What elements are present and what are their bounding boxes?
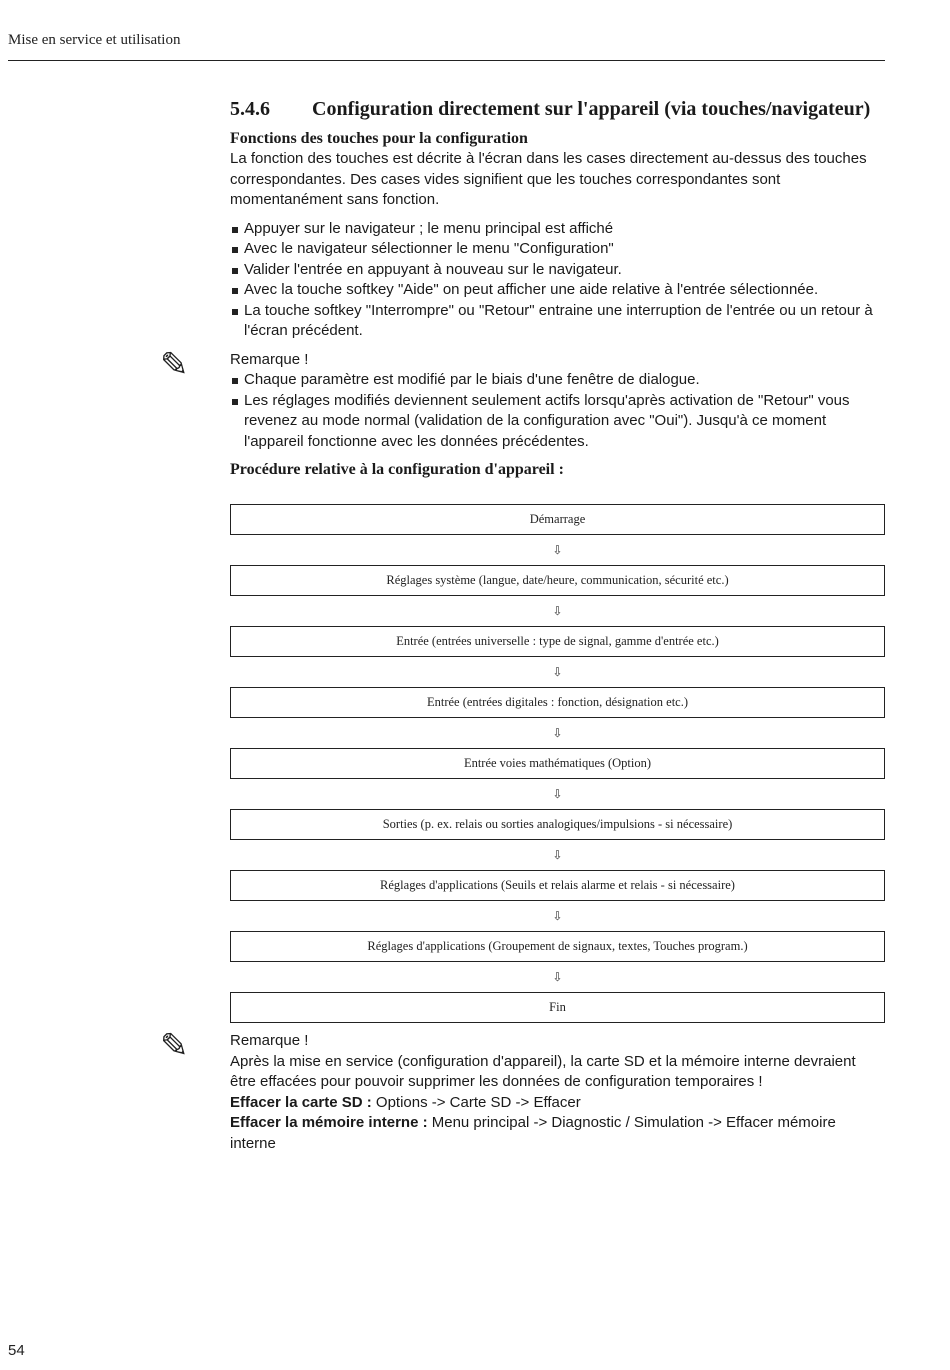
sd-erase-instruction [230, 1093, 885, 1114]
section-number: 5.4.6 [230, 98, 270, 120]
flow-step: Entrée (entrées digitales : fonction, désignation etc.) [230, 687, 885, 718]
down-arrow-icon: ⇩ [552, 787, 563, 801]
flow-step: Démarrage [230, 504, 885, 535]
keys-intro: La fonction des touches est décrite à l'écran dans les cases directement au-dessus des touches correspondantes. Des cases vides signifient que les touches correspondantes sont momentanément sans fonction. [230, 150, 867, 208]
note-remark [160, 344, 885, 453]
pencil-icon: ✎ [160, 344, 189, 385]
flow-step: Réglages d'applications (Seuils et relais alarme et relais - si nécessaire) [230, 870, 885, 901]
procedure-heading: Procédure relative à la configuration d'appareil : [230, 461, 564, 478]
header-rule [8, 60, 885, 61]
page-number: 54 [8, 1342, 25, 1359]
section-heading [230, 98, 885, 121]
list-item: La touche softkey "Interrompre" ou "Retour" entraine une interruption de l'entrée ou un retour à l'écran précédent. [230, 301, 885, 342]
section-title: Configuration directement sur l'appareil (via touches/navigateur) [312, 98, 871, 120]
flow-step: Sorties (p. ex. relais ou sorties analogiques/impulsions - si nécessaire) [230, 809, 885, 840]
note-text: Après la mise en service (configuration d'appareil), la carte SD et la mémoire interne devraient être effacées pour pouvoir supprimer les données de configuration temporaires ! [230, 1052, 856, 1090]
down-arrow-icon: ⇩ [552, 665, 563, 679]
note-title: Remarque ! [230, 350, 309, 368]
procedure-flowchart [230, 504, 885, 1023]
down-arrow-icon: ⇩ [552, 726, 563, 740]
keys-heading: Fonctions des touches pour la configuration [230, 130, 528, 147]
note-remark-2 [160, 1026, 885, 1154]
running-header: Mise en service et utilisation [8, 32, 181, 48]
list-item: Avec la touche softkey "Aide" on peut afficher une aide relative à l'entrée sélectionnée. [230, 280, 885, 301]
list-item: Les réglages modifiés deviennent seulement actifs lorsqu'après activation de "Retour" vous revenez au mode normal (validation de la configuration avec "Oui"). Jusqu'à ce moment l'appareil fonctionne avec les données précédentes. [230, 391, 885, 453]
flow-step: Entrée voies mathématiques (Option) [230, 748, 885, 779]
flow-step: Réglages système (langue, date/heure, communication, sécurité etc.) [230, 565, 885, 596]
memory-erase-instruction [230, 1113, 885, 1154]
memory-erase-path: Menu principal -> Diagnostic / Simulation -> Effacer mémoire interne [230, 1114, 836, 1152]
down-arrow-icon: ⇩ [552, 604, 563, 618]
note-title: Remarque ! [230, 1032, 309, 1049]
list-item: Avec le navigateur sélectionner le menu "Configuration" [230, 239, 885, 260]
keys-bullet-list [230, 219, 885, 342]
down-arrow-icon: ⇩ [552, 970, 563, 984]
page-content [160, 98, 885, 1154]
sd-erase-path: Options -> Carte SD -> Effacer [371, 1093, 581, 1111]
memory-erase-label: Effacer la mémoire interne : [230, 1114, 428, 1131]
list-item: Valider l'entrée en appuyant à nouveau sur le navigateur. [230, 260, 885, 281]
down-arrow-icon: ⇩ [552, 543, 563, 557]
flow-step: Fin [230, 992, 885, 1023]
list-item: Chaque paramètre est modifié par le biais d'une fenêtre de dialogue. [230, 370, 885, 391]
note-bullet-list [230, 370, 885, 452]
sd-erase-label: Effacer la carte SD : [230, 1093, 372, 1111]
flow-step: Réglages d'applications (Groupement de signaux, textes, Touches program.) [230, 931, 885, 962]
flow-step: Entrée (entrées universelle : type de signal, gamme d'entrée etc.) [230, 626, 885, 657]
down-arrow-icon: ⇩ [552, 848, 563, 862]
list-item: Appuyer sur le navigateur ; le menu principal est affiché [230, 219, 885, 240]
pencil-icon: ✎ [160, 1026, 189, 1066]
down-arrow-icon: ⇩ [552, 909, 563, 923]
